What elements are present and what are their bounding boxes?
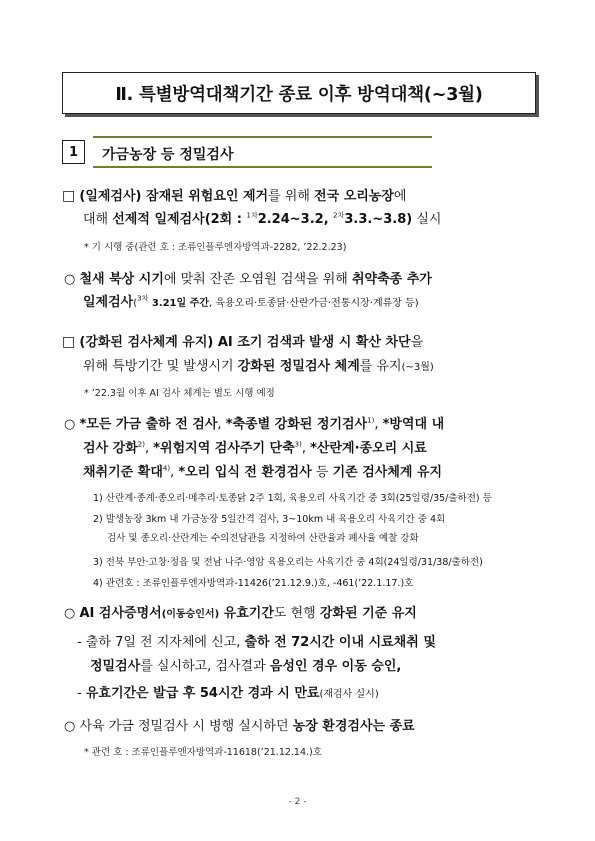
b2-footnote-4: 4) 관련호 : 조류인플루엔자방역과-11426(’21.12.9.)호, -461(’22.1.17.)호: [93, 578, 414, 589]
b2-sub1-l1-e: *방역대 내: [382, 417, 445, 432]
b2-sub1-l3-d: 등: [311, 465, 333, 480]
b2-sub2-l1-d: 도 현행: [273, 606, 320, 621]
b2-sub1-l3-a: 채취기준 확대: [83, 465, 163, 480]
b2-sub1-l3-sup4: 4): [162, 464, 171, 473]
b2-sub3-note: * 관련 호 : 조류인플루엔자방역과-11618(’21.12.14.)호: [84, 747, 322, 758]
b2-sub2-l1-c: 유효기간: [219, 606, 274, 621]
section-number: 1: [62, 140, 85, 164]
chapter-title-box: [62, 72, 536, 114]
b1-l2-a: 대해: [83, 212, 113, 227]
b1-note: * 기 시행 중(관련 호 : 조류인플루엔자방역과-2282, ’22.2.23): [84, 242, 347, 253]
b2-sub2-dash1-line1: [77, 634, 436, 651]
b1-sub-line2: [83, 294, 419, 312]
b2-sub2-d1-l1-b: 출하 전 72시간 이내 시료채취 및: [244, 635, 436, 650]
b2-sub1-l2-c: *위험지역 검사주기 단축: [153, 441, 295, 456]
b2-sub1-l2-b: ,: [144, 441, 154, 456]
b1-sub-l2-a: 일제검사: [83, 295, 134, 310]
b1-sub-l2-c: 3.21일 주간: [148, 298, 209, 309]
b2-l2-a: 위해 특방기간 및 발생시기: [83, 359, 238, 374]
circle-bullet-icon: ○: [64, 719, 76, 734]
b1-l2-f: 실시: [412, 212, 442, 227]
b2-l1-b: 을: [410, 335, 424, 350]
b2-sub1-l1-sup1: 1): [367, 416, 375, 425]
circle-bullet-icon: ○: [64, 606, 76, 621]
b2-sub1-l3-b: ,: [170, 465, 179, 480]
circle-bullet-icon: ○: [64, 272, 76, 287]
b2-sub2-d2-c: (재검사 실시): [319, 689, 379, 700]
b2-sub2-line1: [64, 605, 417, 623]
b1-l2-sup1: 1차: [246, 211, 258, 220]
b1-sub-l2-b: (: [133, 298, 138, 309]
b2-l2-d: (~3월): [401, 362, 434, 373]
square-bullet-icon: □: [62, 334, 76, 350]
b1-sub-l2-sup: 3차: [137, 294, 149, 303]
b1-l1-d: 에: [393, 189, 407, 204]
b2-sub1-l3-c: *오리 입식 전 환경검사: [178, 465, 312, 480]
section-rule-top: [93, 136, 432, 138]
b2-sub3-l1-a: 사육 가금 정밀검사 시 병행 실시하던: [79, 719, 293, 734]
b2-sub1-l2-e: *산란계·종오리 시료: [310, 441, 427, 456]
b2-sub1-l2-a: 검사 강화: [83, 441, 138, 456]
b2-sub2-dash2: [77, 685, 379, 703]
b1-l2-c: (2회 :: [204, 212, 247, 227]
chapter-title: Ⅱ. 특별방역대책기간 종료 이후 방역대책(~3월): [115, 84, 483, 105]
b1-l2-b: 선제적 일제검사: [112, 212, 205, 227]
b2-sub1-line1: [64, 416, 444, 433]
b2-sub1-l1-d: ,: [374, 417, 383, 432]
b2-sub2-d2-b: 유효기간은 발급 후 54시간 경과 시 만료: [85, 686, 320, 701]
b2-sub2-l1-a: AI 검사증명서: [79, 606, 162, 621]
b2-sub1-l2-sup2: 2): [137, 440, 145, 449]
b2-line1: [62, 334, 423, 351]
section-title: 가금농장 등 정밀검사: [102, 147, 234, 163]
b1-line2: [83, 211, 441, 228]
page-number: - 2 -: [288, 797, 307, 807]
b2-l2-c: 를 유지: [359, 359, 402, 374]
b2-sub1-l1-b: ,: [217, 417, 226, 432]
b1-sub-l2-d: , 육용오리·토종닭·산란가금·전통시장·계류장 등): [208, 298, 419, 309]
b2-sub2-d1-l2-a: 정밀검사: [90, 659, 141, 674]
b2-sub2-l1-b: (이동승인서): [161, 609, 220, 620]
b2-footnote-2a: 2) 발생농장 3km 내 가금농장 5일간격 검사, 3~10km 내 육용오리 사육기간 중 4회: [93, 514, 446, 525]
b2-sub1-line3: [83, 464, 442, 481]
b2-line2: [83, 358, 434, 376]
b1-sub-l1-c: 취약축종 추가: [351, 272, 432, 287]
b2-sub1-l2-d: ,: [301, 441, 311, 456]
b1-l1-a: (일제검사) 잠재된 위험요인 제거: [79, 189, 269, 204]
b1-l2-e: 3.3.~3.8): [344, 212, 413, 227]
b1-l2-d: 2.24~3.2,: [257, 212, 334, 227]
b2-l1-a: (강화된 검사체계 유지) AI 조기 검색과 발생 시 확산 차단: [79, 335, 411, 350]
b2-sub1-line2: [83, 440, 427, 457]
b2-sub2-dash1-line2: [90, 658, 401, 675]
b1-sub-l1-a: 철새 북상 시기: [79, 272, 164, 287]
b2-sub3-line1: [64, 718, 415, 735]
b1-l2-sup2: 2차: [333, 211, 345, 220]
b2-l2-b: 강화된 정밀검사 체계: [237, 359, 360, 374]
b1-l1-c: 전국 오리농장: [314, 189, 394, 204]
b2-sub1-l2-sup3: 3): [294, 440, 302, 449]
b2-sub3-l1-b: 농장 환경검사는 종료: [292, 719, 415, 734]
b2-sub1-l3-e: 기존 검사체계 유지: [332, 465, 443, 480]
b2-sub2-d1-l2-b: 를 실시하고, 검사결과: [140, 659, 270, 674]
b2-footnote-2b: 검사 및 종오리·산란계는 수의전담관을 지정하여 산란율과 폐사율 예찰 강화: [107, 533, 419, 544]
b1-line1: [62, 188, 406, 205]
b2-sub2-l1-e: 강화된 기준 유지: [319, 606, 417, 621]
b1-l1-b: 를 위해: [268, 189, 315, 204]
b2-sub1-l1-c: *축종별 강화된 정기검사: [225, 417, 368, 432]
b2-footnote-1: 1) 산란계·종계·종오리·메추리·토종닭 2주 1회, 육용오리 사육기간 중 3회(25일령/35/출하전) 등: [93, 493, 492, 504]
b2-note: * ’22.3월 이후 AI 검사 체계는 별도 시행 예정: [84, 388, 275, 399]
b2-sub2-d2-a: -: [77, 686, 86, 701]
b2-sub2-d1-l1-a: - 출하 7일 전 지자체에 신고,: [77, 635, 245, 650]
square-bullet-icon: □: [62, 188, 76, 204]
b1-sub-l1-b: 에 맞춰 잔존 오염원 검색을 위해: [163, 272, 352, 287]
circle-bullet-icon: ○: [64, 417, 76, 432]
b2-footnote-3: 3) 전북 부안·고창·정읍 및 전남 나주·영암 육용오리는 사육기간 중 4회(24일령/31/38/출하전): [93, 557, 483, 568]
b2-sub2-d1-l2-c: 음성인 경우 이동 승인,: [269, 659, 402, 674]
b2-sub1-l1-a: *모든 가금 출하 전 검사: [79, 417, 218, 432]
section-rule-bottom: [93, 166, 432, 168]
b1-sub-line1: [64, 271, 432, 288]
